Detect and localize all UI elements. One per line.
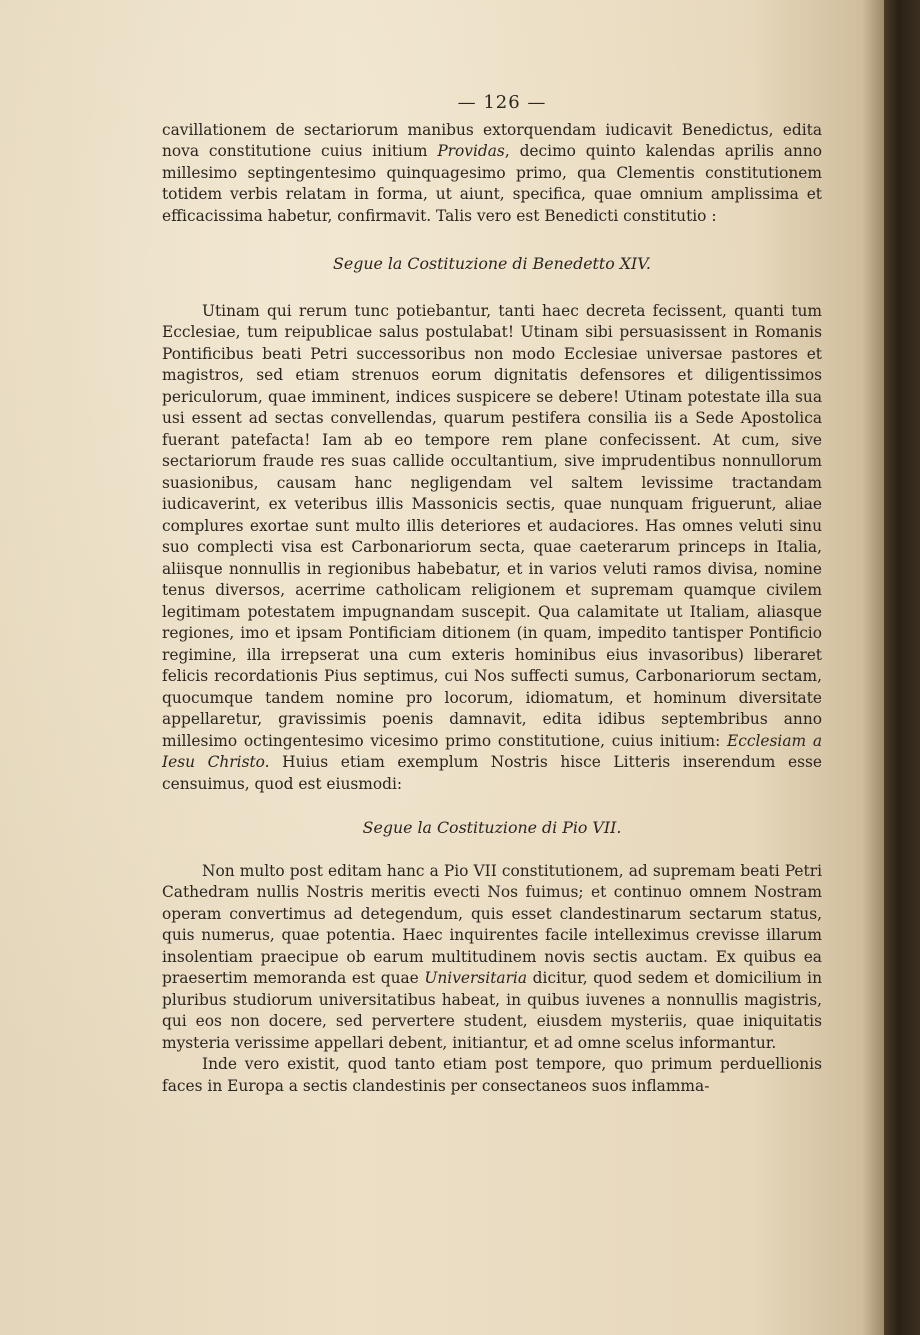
book-binding — [884, 0, 920, 1335]
emphasis-ecclesiam: Ecclesiam a Iesu Christo. — [162, 731, 822, 771]
paragraph-2: Utinam qui rerum tunc potiebantur, tanti haec decreta fecissent, quanti tum Ecclesiae, tum reipublicae salus postulabat! Utinam sibi persuasissent in Romanis Pontificibus beati Petri successoribus non modo Ecclesiae universae pastores et magistros, sed etiam strenuos eorum dignitatis defensores et diligentissimos periculorum, quae imminent, indices suspicere se debere! Utinam potestate illa sua usi essent ad sectas convellendas, quarum pestifera consilia iis a Sede Apostolica fuerant patefacta! Iam ab eo tempore rem plane confecissent. At cum, sive sectariorum fraude res suas callide occultantium, sive imprudentibus nonnullorum suasionibus, causam hanc negligendam vel saltem levissime tractandam iudicaverint, ex veteribus illis Massonicis sectis, quae nunquam friguerunt, aliae complures exortae sunt multo illis deteriores et audaciores. Has omnes veluti sinu suo complecti visa est Carbonariorum secta, quae caeterarum princeps in Italia, aliisque nonnullis in regionibus habebatur, et in varios veluti ramos divisa, nomine tenus diversos, acerrime catholicam religionem et supremam quamque civilem legitimam potestatem impugnandam suscepit. Qua calamitate ut Italiam, aliasque regiones, imo et ipsam Pontificiam ditionem (in quam, impedito tantisper Pontificio regimine, illa irrepserat una cum exteris hominibus eius invasoribus) liberaret felicis recordationis Pius septimus, cui Nos suffecti sumus, Carbonariorum sectam, quocumque tandem nomine pro locorum, idiomatum, et hominum diversitate appellaretur, gravissimis poenis damnavit, edita idibus septembribus anno millesimo octingentesimo vicesimo primo constitutione, cuius initium: Ecclesiam a Iesu Christo. Huius etiam exemplum Nostris hisce Litteris inserendum esse censuimus, quod est eiusmodi: — [162, 301, 822, 793]
heading-benedetto: Segue la Costituzione di Benedetto XIV. — [333, 254, 651, 273]
heading-pio: Segue la Costituzione di Pio VII. — [362, 818, 622, 837]
paragraph-3: Non multo post editam hanc a Pio VII constitutionem, ad supremam beati Petri Cathedram nullis Nostris meritis evecti Nos fuimus; et continuo omnem Nostram operam convertimus ad detegendum, quis esset clandestinarum sectarum status, quis numerus, quae potentia. Haec inquirentes facile intelleximus crevisse illarum insolentiam praecipue ob earum multitudinem novis sectis auctam. Ex quibus ea praesertim memoranda est quae Universitaria dicitur, quod sedem et domicilium in pluribus studiorum universitatibus habeat, in quibus iuvenes a nonnullis magistris, qui eos non docere, sed pervertere student, eiusdem mysteriis, quae iniquitatis mysteria verissime appellari debent, initiantur, et ad omne scelus informantur. — [162, 861, 822, 1052]
paragraph-1: cavillationem de sectariorum manibus extorquendam iudicavit Benedictus, edita nova constitutione cuius initium Providas, decimo quinto kalendas aprilis anno millesimo septingentesimo quinquagesimo primo, qua Clementis constitutionem totidem verbis relatam in forma, ut aiunt, specifica, quae omnium amplissima et efficacissima habetur, confirmavit. Talis vero est Benedicti constitutio : — [162, 120, 823, 225]
emphasis-universitaria: Universitaria — [424, 969, 528, 987]
page-edge-shadow — [862, 0, 884, 1335]
emphasis-providas: Providas — [437, 142, 505, 160]
page-number: — 126 — — [457, 92, 547, 113]
paragraph-4: Inde vero existit, quod tanto etiam post tempore, quo primum perduellionis faces in Europa a sectis clandestinis per consectaneos suos inflamma- — [162, 1055, 822, 1095]
text-block — [162, 92, 822, 1097]
